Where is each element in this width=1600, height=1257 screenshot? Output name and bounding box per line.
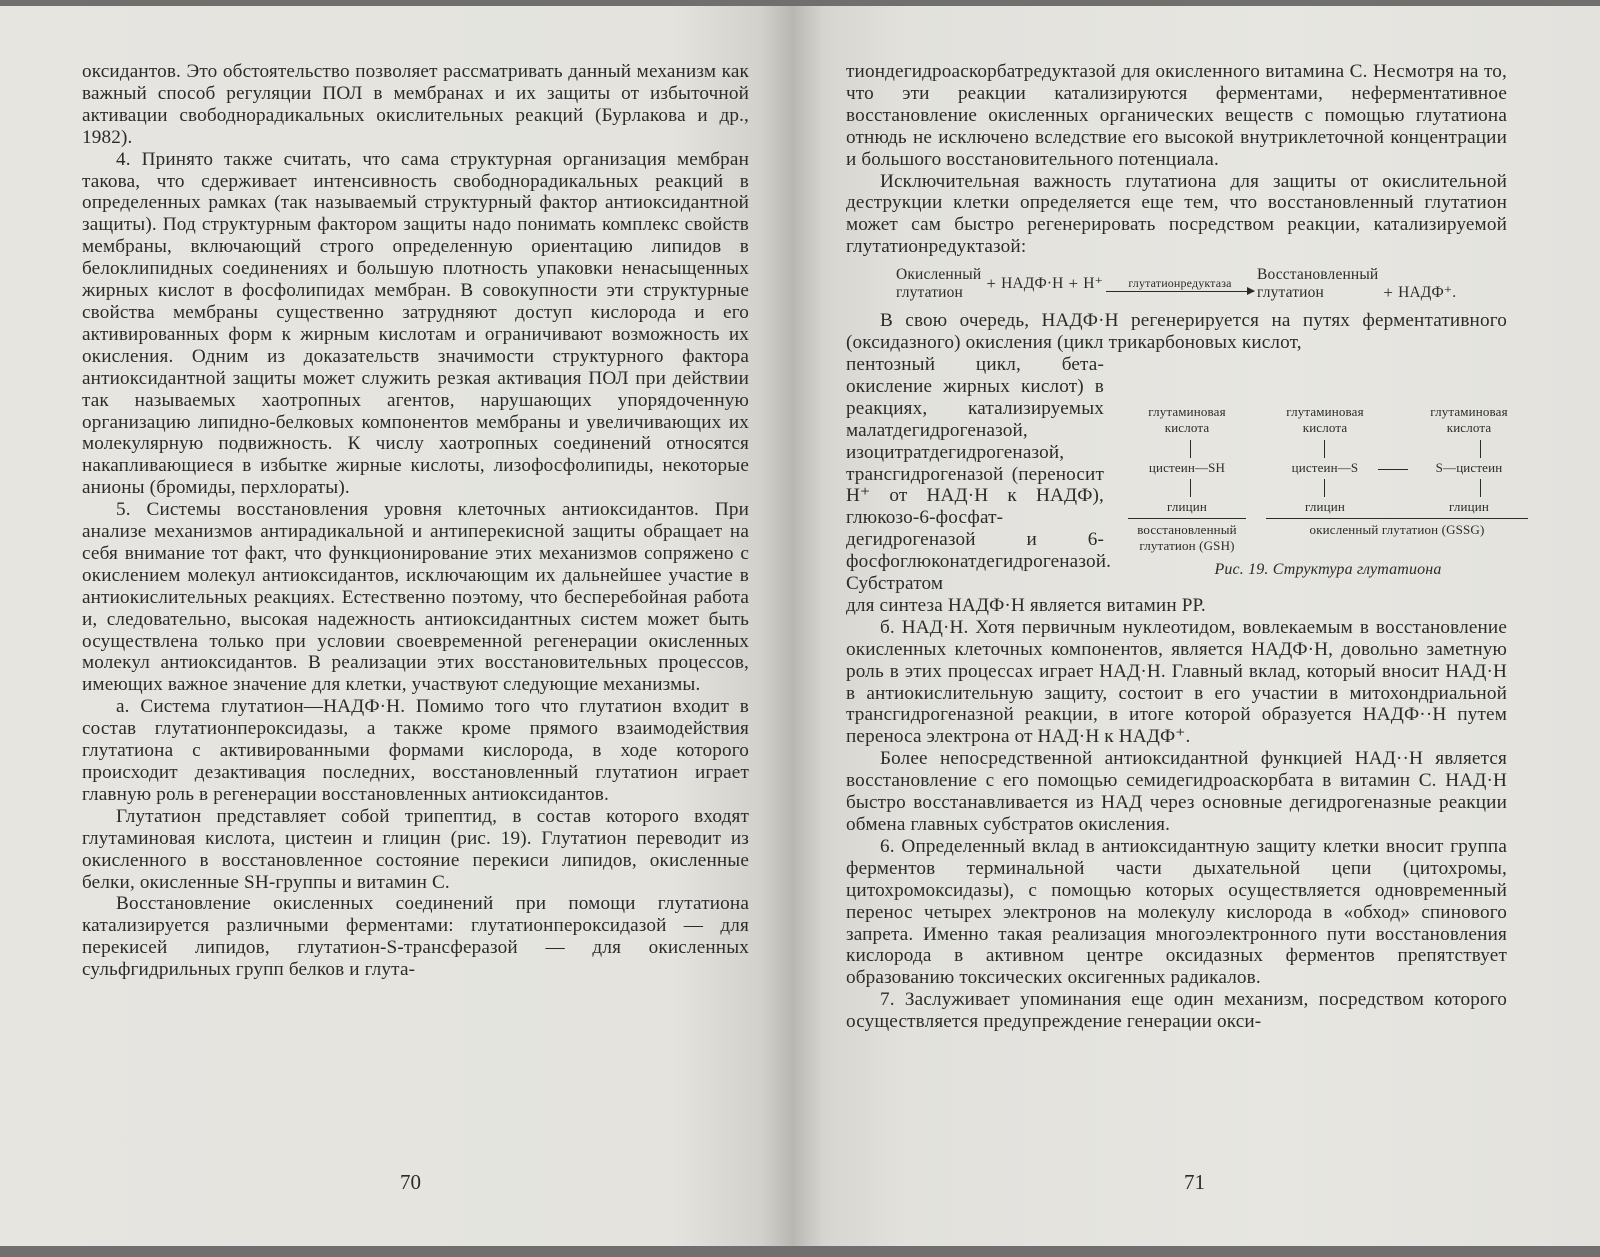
enzyme-label: глутатионредуктаза	[1128, 276, 1232, 291]
paragraph: Более непосредственной антиоксидантной функцией НАД··Н является восстановление с его помощью семидегидроаскорбата в витамин С. НАД·Н быстро восстанавливается из НАД через основные дегидрогеназные реакции обмена главных субстратов окисления.	[846, 748, 1507, 835]
glutamic-acid-label: глутаминовая кислота	[1148, 403, 1226, 435]
bond-line	[1480, 479, 1481, 497]
reaction-arrow-icon	[1106, 276, 1254, 292]
plus-sign: +	[986, 274, 997, 294]
bond-line	[1324, 479, 1325, 497]
paragraph: 6. Определенный вклад в антиоксидантную защиту клетки вносит группа ферментов терминальной части дыхательной цепи (цитохромы, цитохромоксидазы), с помощью которых осуществляется одновременный перенос четырех электронов на молекулу кислорода в «обход» спинового запрета. Именно такая реализация многоэлектронного пути восстановления кислорода в активном центре оксидазных ферментов препятствует образованию токсических оксигенных радикалов.	[846, 835, 1507, 989]
divider-line	[1128, 518, 1246, 519]
product-reduced-glutathione	[1257, 266, 1378, 302]
paragraph: 5. Системы восстановления уровня клеточных антиоксидантов. При анализе механизмов антирадикальной и антиперекисной защиты обращает на себя внимание тот факт, что функционирование этих механизмов сопряжено с окислением молекул антиоксидантов, исключающим их дальнейшее участие в антиокислительных реакциях. Естественно поэтому, что бесперебойная работа и, следовательно, высокая надежность антиоксидантных систем может быть осуществлена только при условии своевременной регенерации окисленных молекул антиоксидантов. В реализации этих восстановительных процессов, имеющих важное значение для клетки, участвуют следующие механизмы.	[82, 499, 749, 696]
glycine-label: глицин	[1167, 498, 1207, 514]
glycine-label: глицин	[1449, 498, 1489, 514]
bond-line	[1190, 479, 1191, 497]
cysteine-label: цистеин—SH	[1148, 459, 1226, 475]
equation-text: глутатион	[896, 284, 963, 302]
paragraph: В свою очередь, НАДФ·Н регенерируется на путях ферментативного (оксидазного) окисления (цикл трикарбоновых кислот,	[846, 310, 1507, 354]
product-nadp: НАДФ⁺.	[1398, 284, 1457, 302]
figure-wrap	[846, 354, 1507, 595]
disulfide-bond-line	[1378, 469, 1408, 470]
cysteine-label: S—цистеин	[1435, 459, 1503, 475]
reactant-oxidized-glutathione	[896, 266, 981, 302]
book-spread	[0, 6, 1600, 1246]
right-page-text	[846, 61, 1507, 1033]
page-number: 71	[1184, 1170, 1205, 1194]
narrow-text-column: пентозный цикл, бета-окисление жирных кислот) в реакциях, катализируемых малатдегидрогеназой, изоцитратдегидрогеназой, трансгидрогеназой (переносит Н⁺ от НАД·Н к НАДФ), глюкозо-6-фосфат-дегидрогеназой и 6-фосфоглюконатдегидрогеназой. Субстратом	[846, 353, 1112, 595]
plus-sign: +	[1068, 274, 1079, 294]
paragraph: 4. Принято также считать, что сама структурная организация мембран такова, что сдерживает интенсивность свободнорадикальных реакций в определенных рамках (так называемый структурный фактор антиоксидантной защиты). Под структурным фактором защиты надо понимать комплекс свойств мембраны, включающий строго определенную ориентацию липидов в белоклипидных соединениях и большую плотность упаковки ненасыщенных жирных кислот в фосфолипидах мембран. В совокупности эти структурные свойства мембраны существенно затрудняют доступ кислорода и его активированных форм к жирным кислотам и ограничивают возможность их окисления. Одним из доказательств значимости структурного фактора антиоксидантной защиты может служить резкая активация ПОЛ при действии так называемых хаотропных агентов, нарушающих упорядоченную организацию липидно-белковых компонентов мембраны и увеличивающих их молекулярную подвижность. К числу хаотропных соединений относятся накапливающиеся в избытке жирные кислоты, лизофосфолипиды, некоторые анионы (бромиды, перхлораты).	[82, 148, 749, 499]
paragraph: 7. Заслуживает упоминания еще один механизм, посредством которого осуществляется предупреждение генерации окси-	[846, 989, 1507, 1033]
reduced-glutathione-label: восстановленный глутатион (GSH)	[1137, 521, 1237, 553]
reaction-equation	[896, 266, 1507, 302]
glutamic-acid-label: глутаминовая кислота	[1286, 403, 1364, 435]
reactant-nadph: НАДФ·Н	[1001, 275, 1064, 293]
left-page	[0, 6, 792, 1246]
page-number: 70	[400, 1170, 421, 1194]
oxidized-glutathione-label: окисленный глутатион (GSSG)	[1309, 521, 1485, 537]
equation-text: глутатион	[1256, 284, 1324, 302]
left-page-text	[82, 61, 749, 981]
paragraph: Глутатион представляет собой трипептид, в состав которого входят глутаминовая кислота, цистеин и глицин (рис. 19). Глутатион переводит из окисленного в восстановленное состояние перекиси липидов, окисленные белки, окисленные SH-группы и витамин С.	[82, 805, 749, 893]
equation-text: Восстановленный	[1256, 266, 1379, 284]
paragraph: Исключительная важность глутатиона для защиты от окислительной деструкции клетки определяется еще тем, что восстановленный глутатион может сам быстро регенерировать посредством реакции, катализируемой глутатионредуктазой:	[846, 170, 1507, 258]
bond-line	[1480, 440, 1481, 458]
bond-line	[1324, 440, 1325, 458]
figure-caption: Рис. 19. Структура глутатиона	[1214, 560, 1442, 578]
bond-line	[1190, 440, 1191, 458]
glutamic-acid-label: глутаминовая кислота	[1430, 403, 1508, 435]
glycine-label: глицин	[1305, 498, 1345, 514]
plus-sign: +	[1383, 283, 1394, 303]
figure-glutathione-structure	[1128, 404, 1528, 610]
right-page	[792, 6, 1600, 1246]
paragraph: Восстановление окисленных соединений при помощи глутатиона катализируется различными ферментами: глутатионпероксидазой — для перекисей липидов, глутатион-S-трансферазой — для окисленных сульфгидрильных групп белков и глута-	[82, 893, 749, 981]
cysteine-label: цистеин—S	[1291, 459, 1359, 475]
divider-line	[1266, 518, 1528, 519]
arrow-line	[1106, 291, 1254, 292]
paragraph: а. Система глутатион—НАДФ·Н. Помимо того что глутатион входит в состав глутатионпероксидазы, а также кроме прямого взаимодействия глутатиона с активированными формами кислорода, в ходе которого происходит дезактивация последних, восстановленный глутатион играет главную роль в регенерации восстановленных антиоксидантов.	[82, 696, 749, 805]
paragraph: тиондегидроаскорбатредуктазой для окисленного витамина С. Несмотря на то, что эти реакции катализируются ферментами, неферментативное восстановление окисленных органических веществ с помощью глутатиона отнюдь не исключено вследствие его высокой внутриклеточной концентрации и большого восстановительного потенциала.	[846, 61, 1507, 170]
paragraph: для синтеза НАДФ·Н является витамин РР.	[846, 594, 1206, 616]
paragraph: оксидантов. Это обстоятельство позволяет рассматривать данный механизм как важный способ регуляции ПОЛ в мембранах и их защиты от избыточной активации свободнорадикальных окислительных реакций (Бурлакова и др., 1982).	[82, 61, 749, 148]
reactant-proton: Н⁺	[1083, 275, 1103, 293]
paragraph: б. НАД·Н. Хотя первичным нуклеотидом, вовлекаемым в восстановление окисленных клеточных компонентов, является НАДФ·Н, довольно заметную роль в этих процессах играет НАД·Н. Главный вклад, который вносит НАД·Н в антиокислительную защиту, состоит в его участии в митохондриальной трансгидрогеназной реакции, в итоге которой образуется НАДФ··Н путем переноса электрона от НАД·Н к НАДФ⁺.	[846, 616, 1507, 748]
equation-text: Окисленный	[896, 266, 982, 284]
